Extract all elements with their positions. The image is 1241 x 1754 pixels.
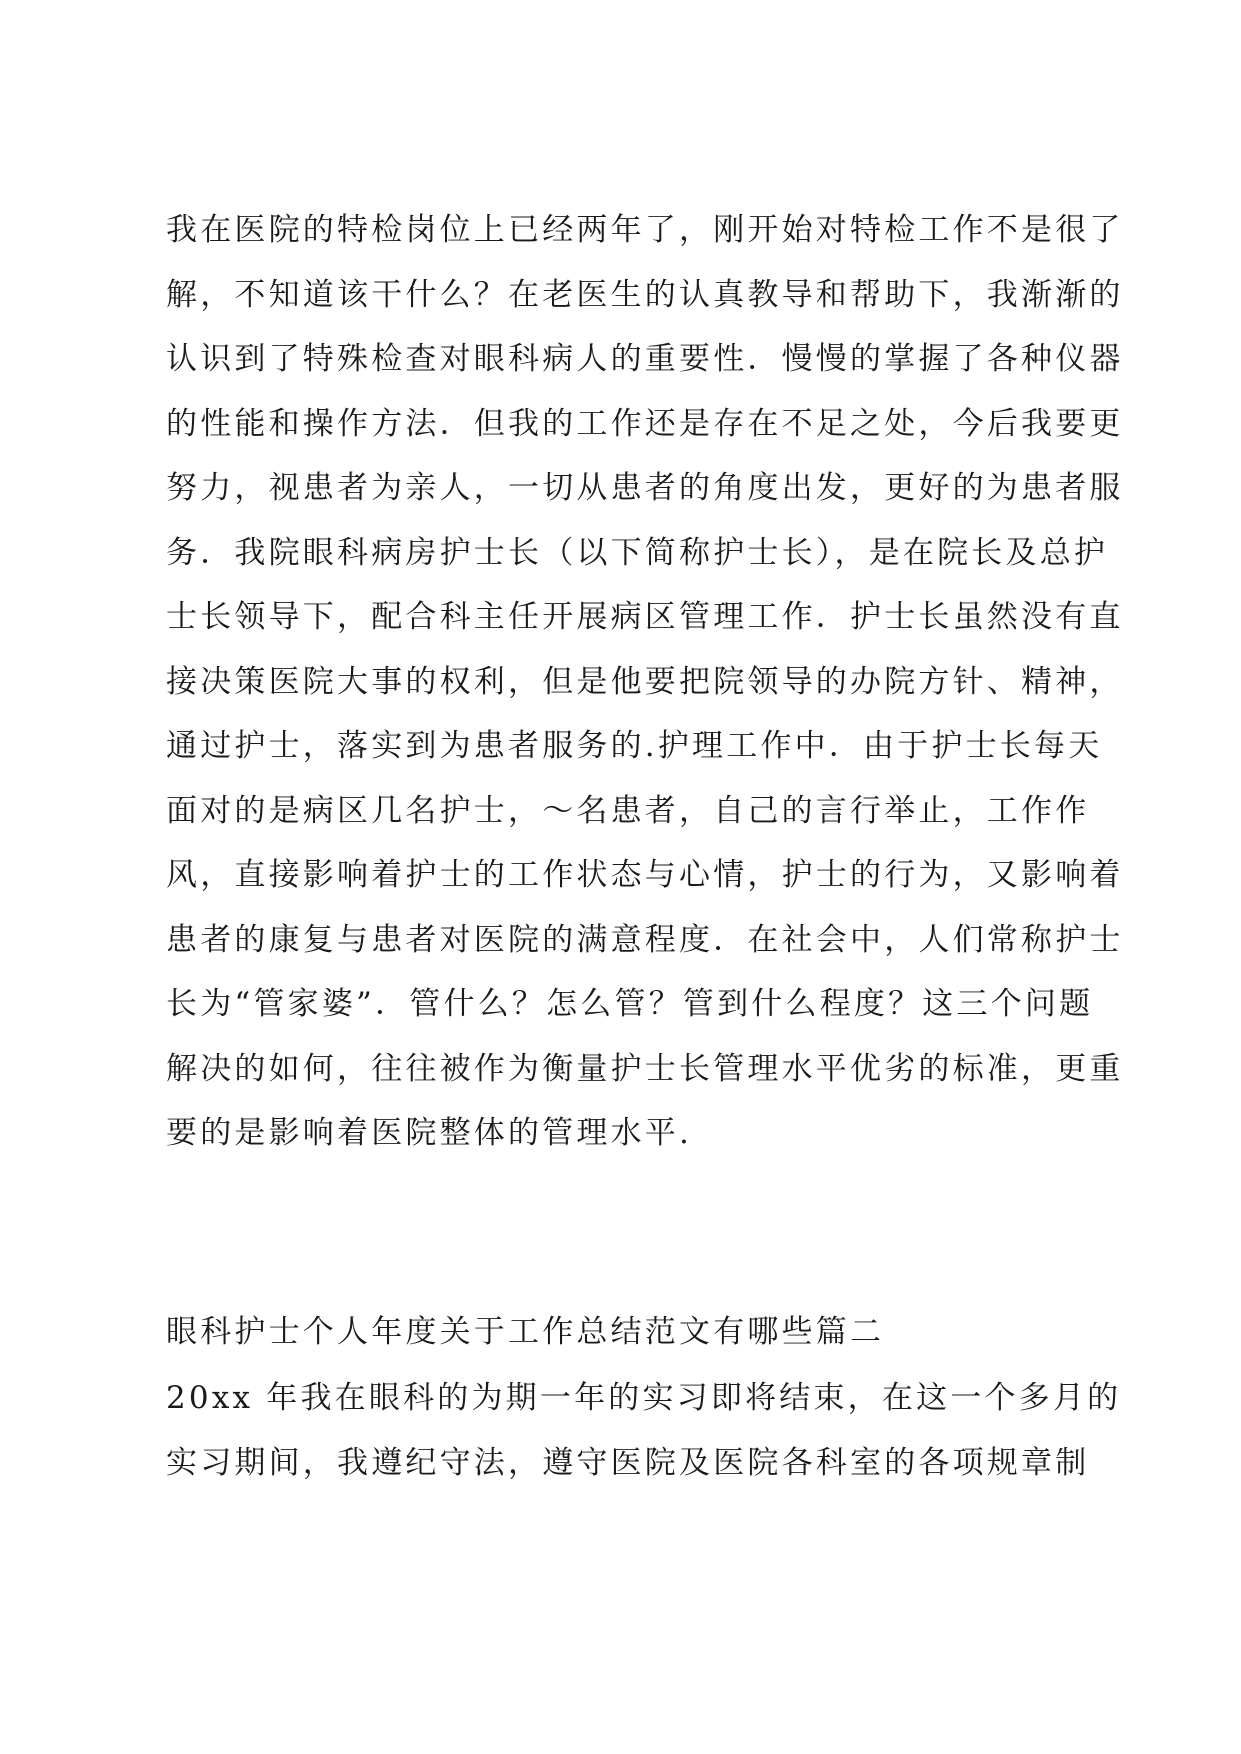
- body-paragraph-1: [166, 198, 1124, 1166]
- text-line: 风，直接影响着护士的工作状态与心情，护士的行为，又影响着: [166, 857, 1124, 893]
- text-line: 解决的如何，往往被作为衡量护士长管理水平优劣的标准，更重: [166, 1050, 1124, 1087]
- text-line: 我在医院的特检岗位上已经两年了，刚开始对特检工作不是很了: [166, 212, 1124, 248]
- text-line: 实习期间，我遵纪守法，遵守医院及医院各科室的各项规章制: [166, 1445, 1090, 1481]
- text-line: 接决策医院大事的权利，但是他要把院领导的办院方针、精神，: [166, 663, 1124, 700]
- text-line: 通过护士，落实到为患者服务的.护理工作中．由于护士长每天: [166, 728, 1103, 764]
- text-line: 务．我院眼科病房护士长（以下简称护士长），是在院长及总护: [166, 534, 1109, 571]
- text-line: 努力，视患者为亲人，一切从患者的角度出发，更好的为患者服: [166, 470, 1124, 506]
- section-title: 眼科护士个人年度关于工作总结范文有哪些篇二: [166, 1314, 885, 1350]
- text-line: 解，不知道该干什么？在老医生的认真教导和帮助下，我渐渐的: [166, 276, 1124, 313]
- text-line: 长为“管家婆”．管什么？怎么管？管到什么程度？这三个问题: [166, 986, 1094, 1022]
- text-line: 患者的康复与患者对医院的满意程度．在社会中，人们常称护士: [166, 921, 1124, 958]
- body-paragraph-2: [166, 1366, 1122, 1496]
- text-line: 的性能和操作方法．但我的工作还是存在不足之处，今后我要更: [166, 405, 1124, 442]
- text-line: 面对的是病区几名护士，～名患者，自己的言行举止，工作作: [166, 792, 1090, 829]
- text-line: 要的是影响着医院整体的管理水平.: [166, 1115, 693, 1151]
- text-line: 士长领导下，配合科主任开展病区管理工作．护士长虽然没有直: [166, 599, 1124, 635]
- text-line: 20xx 年我在眼科的为期一年的实习即将结束，在这一个多月的: [166, 1380, 1122, 1416]
- text-line: 认识到了特殊检查对眼科病人的重要性．慢慢的掌握了各种仪器: [166, 341, 1124, 377]
